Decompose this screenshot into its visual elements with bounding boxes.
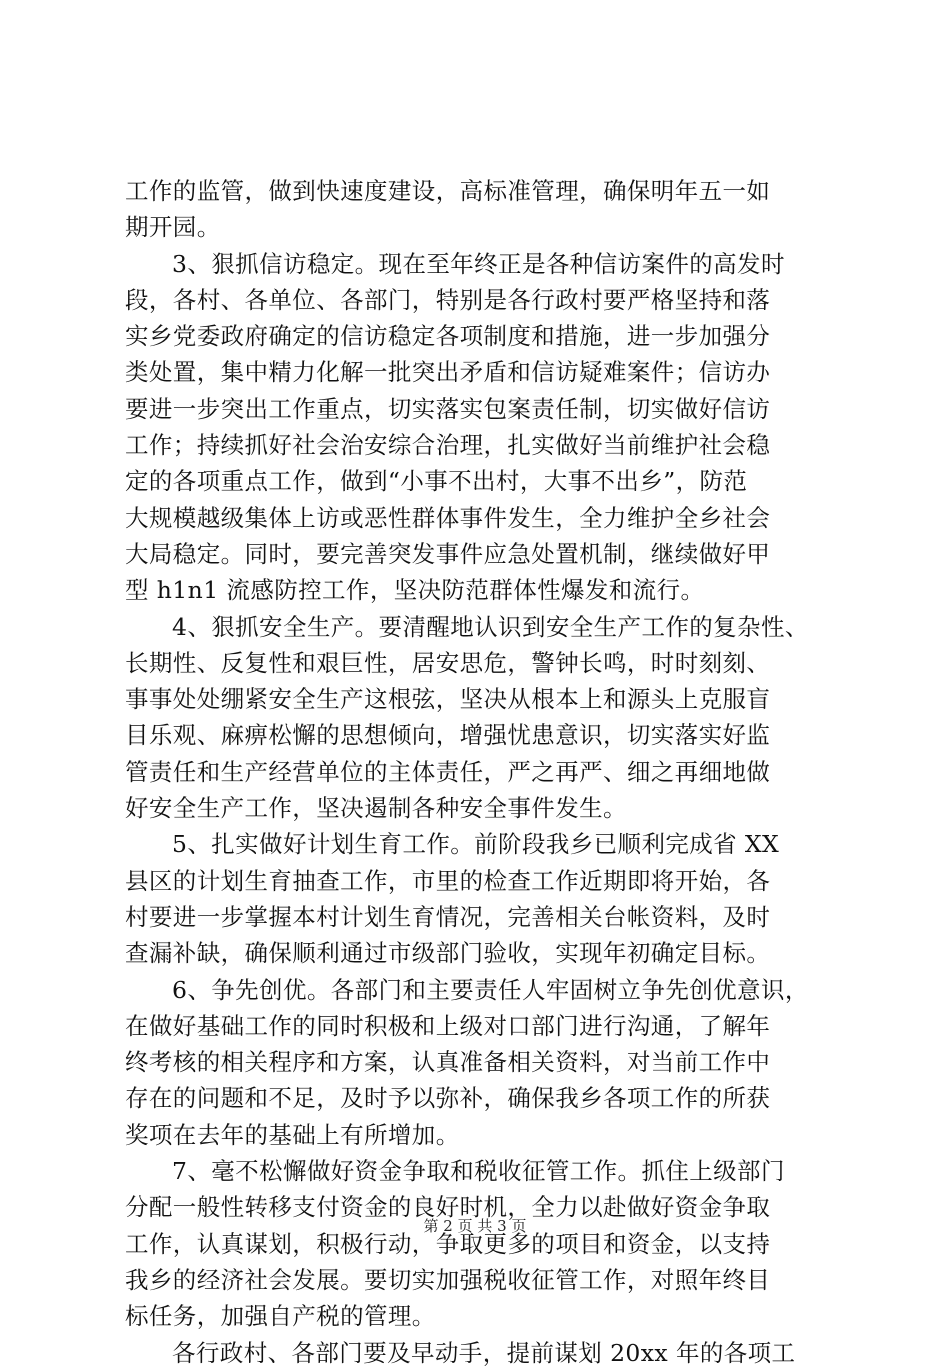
text-line: 段，各村、各单位、各部门，特别是各行政村要严格坚持和落	[125, 285, 771, 314]
text-line: 类处置，集中精力化解一批突出矛盾和信访疑难案件；信访办	[125, 358, 771, 387]
text-line: 我乡的经济社会发展。要切实加强税收征管工作，对照年终目	[125, 1265, 771, 1294]
paragraph-7-start: 7、毫不松懈做好资金争取和税收征管工作。抓住上级部门	[172, 1157, 785, 1186]
paragraph-4-start: 4、狠抓安全生产。要清醒地认识到安全生产工作的复杂性、	[172, 612, 809, 641]
text-line: 终考核的相关程序和方案，认真准备相关资料，对当前工作中	[125, 1048, 771, 1077]
text-line: 好安全生产工作，坚决遏制各种安全事件发生。	[125, 794, 627, 823]
text-line: 县区的计划生育抽查工作，市里的检查工作近期即将开始，各	[125, 866, 771, 895]
text-line: 存在的问题和不足，及时予以弥补，确保我乡各项工作的所获	[125, 1084, 771, 1113]
paragraph-closing-start: 各行政村、各部门要及早动手，提前谋划 20xx 年的各项工	[172, 1338, 796, 1367]
text-line: 事事处处绷紧安全生产这根弦，坚决从根本上和源头上克服盲	[125, 685, 771, 714]
document-body	[125, 173, 835, 1371]
text-line: 要进一步突出工作重点，切实落实包案责任制，切实做好信访	[125, 394, 771, 423]
text-line: 目乐观、麻痹松懈的思想倾向，增强忧患意识，切实落实好监	[125, 721, 771, 750]
text-line: 定的各项重点工作，做到“小事不出村，大事不出乡”，防范	[125, 467, 748, 496]
text-line: 奖项在去年的基础上有所增加。	[125, 1120, 460, 1149]
text-line: 管责任和生产经营单位的主体责任，严之再严、细之再细地做	[125, 757, 771, 786]
text-line: 长期性、反复性和艰巨性，居安思危，警钟长鸣，时时刻刻、	[125, 648, 771, 677]
page-number-label: 第 2 页 共 3 页	[423, 1217, 527, 1235]
text-line: 工作；持续抓好社会治安综合治理，扎实做好当前维护社会稳	[125, 431, 771, 460]
text-line: 工作，认真谋划，积极行动，争取更多的项目和资金，以支持	[125, 1229, 771, 1258]
text-line: 村要进一步掌握本村计划生育情况，完善相关台帐资料，及时	[125, 902, 771, 931]
page-footer	[0, 1215, 950, 1236]
paragraph-3-start: 3、狠抓信访稳定。现在至年终正是各种信访案件的高发时	[172, 249, 785, 278]
paragraph-6-start: 6、争先创优。各部门和主要责任人牢固树立争先创优意识，	[172, 975, 809, 1004]
text-line: 大局稳定。同时，要完善突发事件应急处置机制，继续做好甲	[125, 539, 771, 568]
text-line: 期开园。	[125, 213, 221, 242]
text-line: 查漏补缺，确保顺利通过市级部门验收，实现年初确定目标。	[125, 939, 771, 968]
text-line: 工作的监管，做到快速度建设，高标准管理，确保明年五一如	[125, 177, 771, 205]
paragraph-5-start: 5、扎实做好计划生育工作。前阶段我乡已顺利完成省 XX	[172, 830, 780, 859]
text-line: 大规模越级集体上访或恶性群体事件发生，全力维护全乡社会	[125, 503, 771, 532]
text-line: 型 h1n1 流感防控工作，坚决防范群体性爆发和流行。	[125, 576, 705, 605]
text-line: 标任务，加强自产税的管理。	[125, 1302, 436, 1331]
text-line: 分配一般性转移支付资金的良好时机，全力以赴做好资金争取	[125, 1193, 771, 1222]
text-line: 实乡党委政府确定的信访稳定各项制度和措施，进一步加强分	[125, 322, 771, 351]
text-line: 在做好基础工作的同时积极和上级对口部门进行沟通，了解年	[125, 1011, 771, 1040]
